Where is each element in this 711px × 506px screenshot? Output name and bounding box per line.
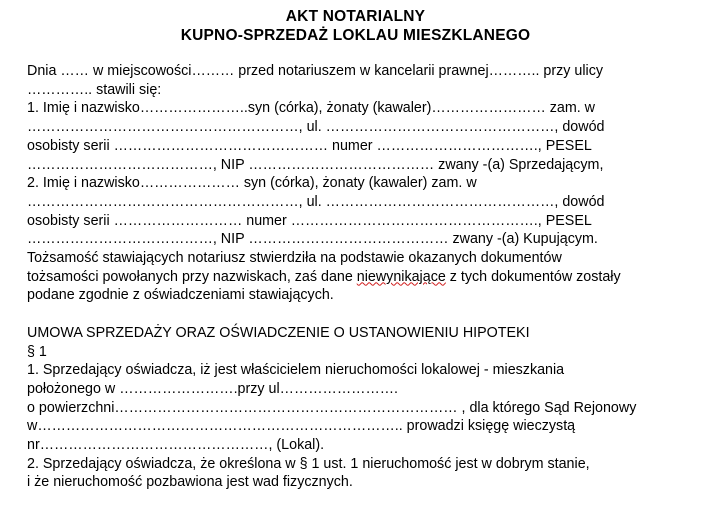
identity-paragraph-line-3: podane zgodnie z oświadczeniami stawiających. — [27, 287, 334, 304]
clause-2-line-2: i że nieruchomość pozbawiona jest wad fizycznych. — [27, 474, 353, 491]
clause-1-line-2: położonego w …………………….przy ul……………………. — [27, 380, 399, 397]
party-2-id-line: osobisty serii ……………………… numer ……………………………………………., PESEL — [27, 212, 592, 229]
document-title — [0, 7, 711, 45]
party-1-address-line: …………………………………………………, ul. …………………………………………, dowód — [27, 119, 605, 136]
section-spacer — [27, 305, 695, 324]
spellcheck-flagged-word: niewynikające — [356, 268, 446, 285]
party-1-nip-seller-line: …………………………………, NIP ………………………………… zwany -(a) Sprzedającym, — [27, 156, 604, 173]
paragraph-marker: § 1 — [27, 343, 47, 360]
identity-paragraph-line-1: Tożsamość stawiających notariusz stwierdziła na podstawie okazanych dokumentów — [27, 250, 562, 267]
clause-2-line-1: 2. Sprzedający oświadcza, że określona w § 1 ust. 1 nieruchomość jest w dobrym stanie, — [27, 455, 590, 472]
clause-1-line-4: w………………………………………………………………….. prowadzi księgę wieczystą — [27, 418, 576, 435]
party-1-name-line: 1. Imię i nazwisko…………………..syn (córka), żonaty (kawaler)…………………… zam. w — [27, 100, 596, 117]
party-1-id-line: osobisty serii ……………………………………… numer ……………………………., PESEL — [27, 137, 592, 154]
identity-line-2-prefix: tożsamości powołanych przy nazwiskach, zaś dane — [27, 268, 357, 285]
clause-1-line-5: nr…………………………………………, (Lokal). — [27, 437, 325, 454]
intro-line-date-place: Dnia …… w miejscowości……… przed notariuszem w kancelarii prawnej……….. przy ulicy — [27, 63, 604, 79]
party-2-nip-buyer-line: …………………………………, NIP …………………………………… zwany -(a) Kupującym. — [27, 231, 598, 248]
document-body — [27, 62, 695, 492]
identity-line-2-suffix: z tych dokumentów zostały — [445, 268, 621, 285]
agreement-section-heading: UMOWA SPRZEDAŻY ORAZ OŚWIADCZENIE O USTANOWIENIU HIPOTEKI — [27, 324, 530, 341]
party-2-address-line: …………………………………………………, ul. …………………………………………, dowód — [27, 193, 605, 210]
clause-1-line-3: o powierzchni……………………………………………………………… , dla którego Sąd Rejonowy — [27, 399, 637, 416]
document-title-line-2: KUPNO-SPRZEDAŻ LOKLAU MIESZKLANEGO — [180, 27, 531, 44]
clause-1-line-1: 1. Sprzedający oświadcza, iż jest właścicielem nieruchomości lokalowej - mieszkania — [27, 362, 565, 379]
party-2-name-line: 2. Imię i nazwisko………………… syn (córka), żonaty (kawaler) zam. w — [27, 175, 477, 192]
intro-line-appeared: ………….. stawili się: — [27, 81, 162, 98]
document-title-line-1: AKT NOTARIALNY — [285, 8, 426, 25]
identity-paragraph-line-2 — [27, 268, 695, 287]
